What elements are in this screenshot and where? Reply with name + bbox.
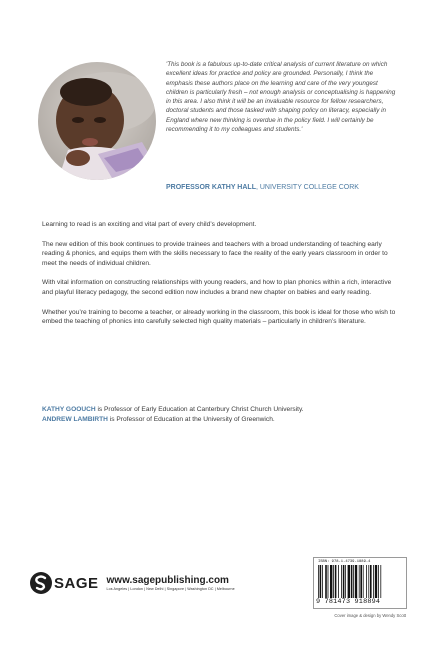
author-bio bbox=[42, 405, 404, 415]
publisher-url[interactable]: www.sagepublishing.com bbox=[106, 575, 229, 586]
isbn-digits: 9 781473 918894 bbox=[316, 598, 381, 606]
cover-credit: Cover image & design by Wendy Scott bbox=[334, 613, 406, 618]
review-quote: 'This book is a fabulous up-to-date critical analysis of current literature on which excellent ideas for practice and policy are grounded. Personally, I think the emphasis these authors place on the learning and care of the very youngest children is particularly fresh – not enough analysis or conceptualising is happening in this area. I also think it will be an invaluable resource for fellow researchers, doctoral students and those tasked with shaping policy on literacy, especially in England where new thinking is overdue in the policy field. I will certainly be recommending it to my colleagues and students.' bbox=[166, 61, 396, 134]
author-name: KATHY GOOUCH bbox=[42, 406, 96, 413]
sage-logo-icon bbox=[30, 572, 52, 594]
isbn-label: ISBN: 978-1-4739-1889-4 bbox=[318, 560, 371, 564]
reviewer-affiliation: , UNIVERSITY COLLEGE CORK bbox=[255, 184, 359, 191]
description-paragraph: Whether you’re training to become a teacher, or already working in the classroom, this book is ideal for those who wish to embed the teaching of phonics into carefully selected high quality materials – particularly in children’s literature. bbox=[42, 308, 396, 326]
publisher-block bbox=[30, 570, 235, 596]
description-paragraph: With vital information on constructing relationships with young readers, and how to plan phonics within a rich, interactive and playful literacy pedagogy, the second edition now includes a brand new chapter on babies and early reading. bbox=[42, 279, 392, 296]
publisher-site-block bbox=[107, 575, 235, 591]
review-attribution bbox=[166, 184, 406, 191]
book-description bbox=[42, 220, 400, 337]
publisher-cities: Los Angeles | London | New Delhi | Singapore | Washington DC | Melbourne bbox=[106, 587, 235, 591]
barcode-bars bbox=[318, 565, 402, 598]
isbn-barcode bbox=[313, 557, 407, 609]
description-paragraph: The new edition of this book continues to provide trainees and teachers with a broad understanding of teaching early reading & phonics, and equips them with the skills necessary to face the reality of the early years classroom in order to meet the needs of individual children. bbox=[42, 240, 388, 267]
author-name: ANDREW LAMBIRTH bbox=[42, 415, 108, 423]
author-description: is Professor of Education at the University of Greenwich. bbox=[107, 415, 275, 423]
publisher-name: SAGE bbox=[54, 574, 99, 592]
cover-photo-baby-reading bbox=[38, 62, 156, 180]
author-bio bbox=[42, 415, 404, 425]
author-bios bbox=[42, 405, 404, 424]
description-paragraph: Learning to read is an exciting and vital part of every child’s development. bbox=[42, 221, 257, 228]
reviewer-name: PROFESSOR KATHY HALL bbox=[166, 184, 256, 191]
baby-reading-illustration bbox=[38, 62, 156, 180]
author-description: is Professor of Early Education at Canterbury Christ Church University. bbox=[95, 406, 304, 413]
